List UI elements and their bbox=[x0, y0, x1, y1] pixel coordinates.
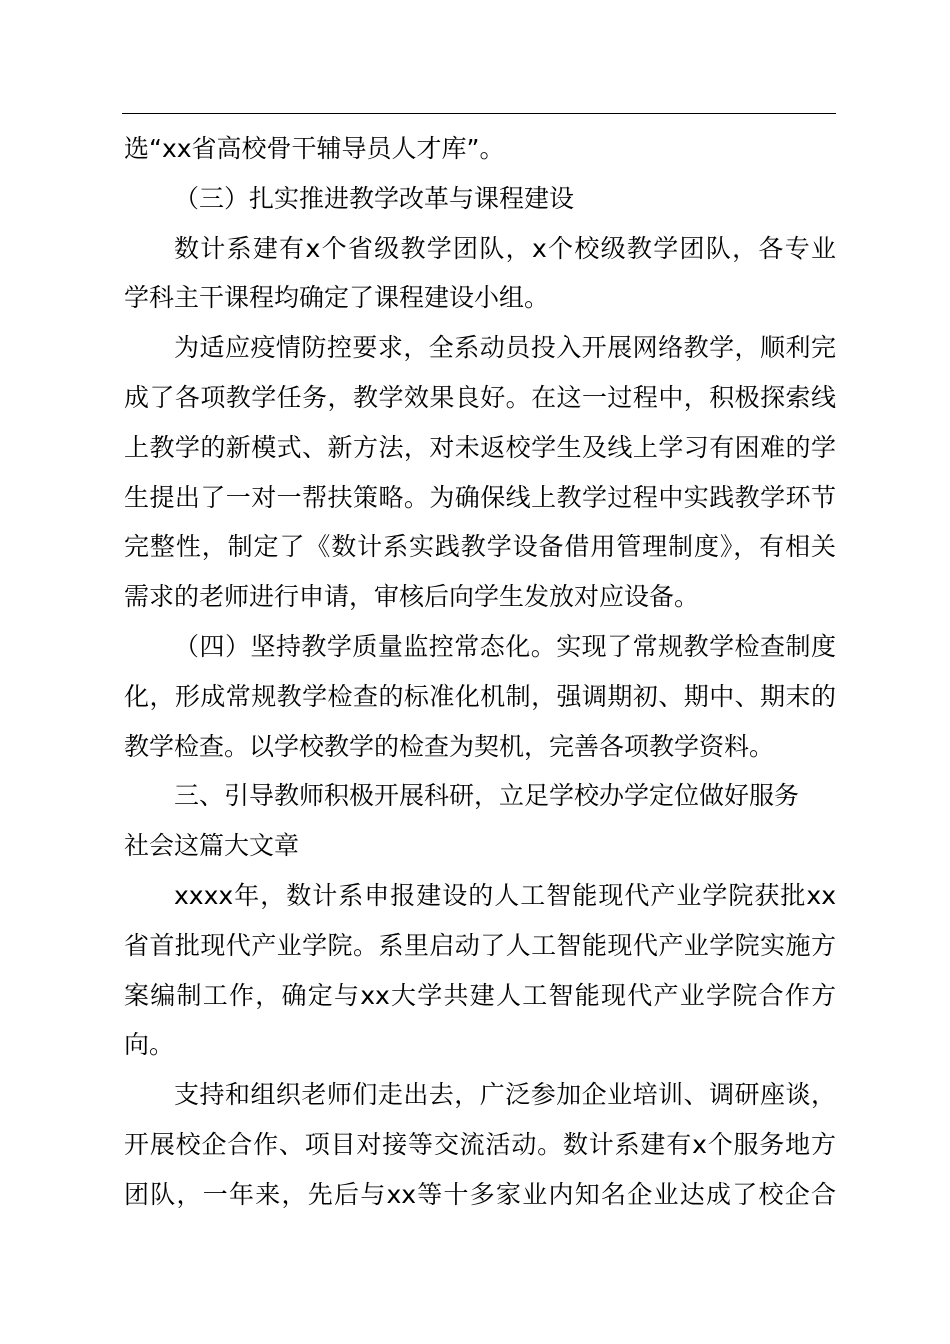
text-line: 选“xx省高校骨干辅导员人才库”。 bbox=[124, 134, 505, 163]
text-line: 向。 bbox=[124, 1030, 175, 1060]
text-line: 支持和组织老师们走出去，广泛参加企业培训、调研座谈， bbox=[174, 1080, 836, 1110]
text-line: 生提出了一对一帮扶策略。为确保线上教学过程中实践教学环节 bbox=[124, 482, 836, 512]
text-line: 为适应疫情防控要求，全系动员投入开展网络教学，顺利完 bbox=[174, 333, 836, 363]
text-line: 案编制工作，确定与xx大学共建人工智能现代产业学院合作方 bbox=[124, 980, 836, 1010]
text-line: （四）坚持教学质量监控常态化。实现了常规教学检查制度 bbox=[174, 631, 836, 661]
text-line: 社会这篇大文章 bbox=[124, 831, 300, 861]
document-body bbox=[124, 124, 836, 1220]
text-line: 开展校企合作、项目对接等交流活动。数计系建有x个服务地方 bbox=[124, 1129, 836, 1159]
text-line: 完整性，制定了《数计系实践教学设备借用管理制度》，有相关 bbox=[124, 532, 836, 562]
text-line: 需求的老师进行申请，审核后向学生发放对应设备。 bbox=[124, 582, 700, 612]
text-line: 省首批现代产业学院。系里启动了人工智能现代产业学院实施方 bbox=[124, 930, 836, 960]
text-line: 教学检查。以学校教学的检查为契机，完善各项教学资料。 bbox=[124, 731, 775, 761]
text-line: 化，形成常规教学检查的标准化机制，强调期初、期中、期末的 bbox=[124, 681, 836, 711]
text-line: 学科主干课程均确定了课程建设小组。 bbox=[124, 283, 550, 313]
text-line: （三）扎实推进教学改革与课程建设 bbox=[174, 183, 575, 213]
text-line: 成了各项教学任务，教学效果良好。在这一过程中，积极探索线 bbox=[124, 382, 836, 412]
header-rule bbox=[122, 113, 836, 114]
text-line: 上教学的新模式、新方法，对未返校学生及线上学习有困难的学 bbox=[124, 432, 836, 462]
text-line: xxxx年，数计系申报建设的人工智能现代产业学院获批xx bbox=[174, 880, 836, 910]
text-line: 数计系建有x个省级教学团队，x个校级教学团队，各专业 bbox=[174, 233, 836, 263]
text-line: 三、引导教师积极开展科研，立足学校办学定位做好服务 bbox=[174, 781, 800, 811]
text-line: 团队，一年来，先后与xx等十多家业内知名企业达成了校企合 bbox=[124, 1179, 836, 1209]
